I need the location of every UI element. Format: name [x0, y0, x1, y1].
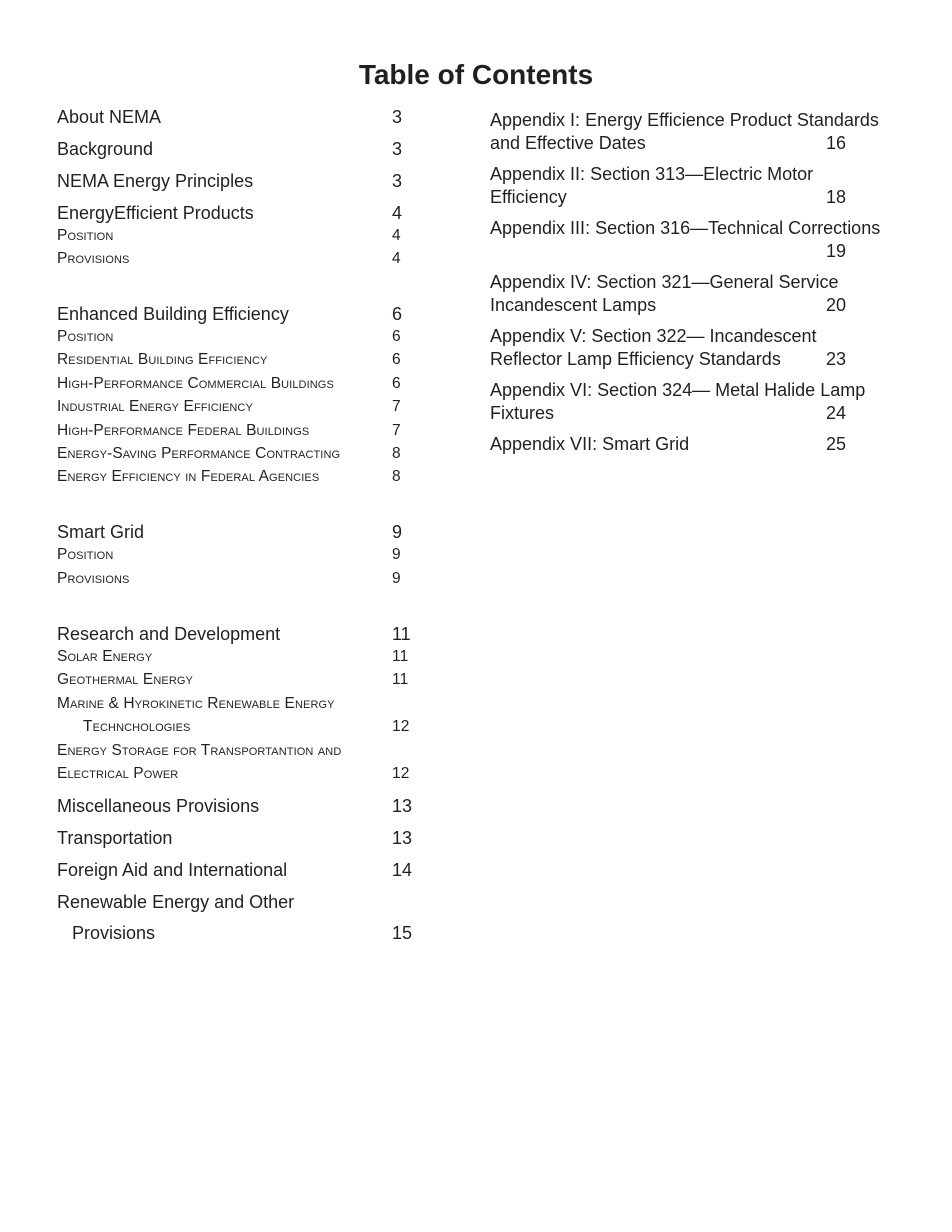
toc-appendix-title-line2: Fixtures	[490, 403, 555, 423]
toc-entry-page: 9	[392, 546, 401, 563]
toc-entry-title: About NEMA	[57, 107, 162, 127]
toc-entry-page: 4	[392, 227, 401, 244]
toc-appendix-entry[interactable]	[490, 217, 910, 263]
toc-entry-page: 9	[392, 570, 401, 587]
toc-entry-page: 3	[392, 171, 403, 191]
toc-entry-page: 11	[392, 624, 411, 644]
toc-entry-title: EnergyEfficient Products	[57, 203, 254, 223]
toc-entry-title: Transportation	[57, 828, 173, 848]
toc-entry-title: Provisions	[72, 923, 156, 943]
toc-subentry-title: Marine & Hyrokinetic Renewable Energy	[57, 695, 335, 712]
toc-appendix-title-line1: Appendix VII: Smart Grid	[490, 434, 690, 454]
toc-subentry-title: Industrial Energy Efficiency	[57, 398, 253, 415]
toc-appendix-entry[interactable]	[490, 163, 910, 209]
toc-entry-page: 4	[392, 250, 401, 267]
toc-appendix-title-line1: Appendix II: Section 313—Electric Motor	[490, 164, 814, 184]
toc-entry-page: 16	[826, 133, 847, 153]
toc-subentry-title: Energy-Saving Performance Contracting	[57, 445, 341, 462]
toc-subentry-title: Residential Building Efficiency	[57, 351, 268, 368]
toc-appendix-title-line1: Appendix V: Section 322— Incandescent	[490, 326, 817, 346]
toc-entry-page: 6	[392, 351, 401, 368]
toc-appendix-entry[interactable]	[490, 433, 910, 456]
toc-subentry-title: Geothermal Energy	[57, 671, 193, 688]
toc-entry-page: 12	[392, 718, 410, 735]
toc-subentry-title: High-Performance Commercial Buildings	[57, 375, 334, 392]
toc-entry-page: 13	[392, 796, 413, 816]
toc-entry-title: Smart Grid	[57, 522, 145, 542]
toc-subentry-title: High-Performance Federal Buildings	[57, 422, 310, 439]
toc-entry-title: Research and Development	[57, 624, 281, 644]
toc-entry-title: Enhanced Building Efficiency	[57, 304, 289, 324]
toc-appendix-title-line1: Appendix IV: Section 321—General Service	[490, 272, 839, 292]
toc-subentry-title: Provisions	[57, 570, 130, 587]
toc-entry-page: 14	[392, 860, 413, 880]
toc-entry-page: 20	[826, 295, 847, 315]
toc-appendix-title-line1: Appendix III: Section 316—Technical Corrections	[490, 218, 881, 238]
toc-entry-page: 8	[392, 468, 401, 485]
toc-entry-title: Background	[57, 139, 154, 159]
toc-subentry-title: Electrical Power	[57, 765, 179, 782]
toc-entry-page: 13	[392, 828, 413, 848]
toc-entry-page: 3	[392, 139, 403, 159]
toc-entry-page: 19	[826, 241, 847, 261]
toc-entry-title: Renewable Energy and Other	[57, 892, 295, 912]
toc-entry-page: 6	[392, 328, 401, 345]
toc-entry-page: 8	[392, 445, 401, 462]
toc-appendix-title-line2: Efficiency	[490, 187, 567, 207]
toc-subentry-title: Position	[57, 546, 114, 563]
toc-entry-page: 23	[826, 349, 847, 369]
toc-appendix-entry[interactable]	[490, 325, 910, 371]
toc-appendix-entry[interactable]	[490, 379, 910, 425]
toc-entry-page: 18	[826, 187, 847, 207]
toc-entry-page: 6	[392, 375, 401, 392]
toc-appendix-title-line2: Incandescent Lamps	[490, 295, 657, 315]
toc-appendix-title-line2: Reflector Lamp Efficiency Standards	[490, 349, 781, 369]
toc-entry-page: 4	[392, 203, 403, 223]
toc-entry-page: 11	[392, 648, 409, 665]
toc-entry-page: 11	[392, 671, 409, 688]
toc-entry-page: 25	[826, 434, 847, 454]
toc-entry-page: 6	[392, 304, 403, 324]
toc-entry-title: NEMA Energy Principles	[57, 171, 254, 191]
toc-subentry-title: Solar Energy	[57, 648, 153, 665]
toc-subentry-title: Technchologies	[83, 718, 191, 735]
toc-entry-title: Miscellaneous Provisions	[57, 796, 260, 816]
toc-entry-page: 24	[826, 403, 847, 423]
toc-subentry-title: Energy Efficiency in Federal Agencies	[57, 468, 320, 485]
page-title: Table of Contents	[358, 59, 594, 90]
toc-subentry-title: Position	[57, 227, 114, 244]
toc-appendix-entry[interactable]	[490, 271, 910, 317]
toc-subentry-title: Energy Storage for Transportantion and	[57, 742, 342, 759]
toc-entry-page: 7	[392, 422, 401, 439]
toc-appendix-entry[interactable]	[490, 109, 910, 155]
toc-subentry-title: Provisions	[57, 250, 130, 267]
toc-appendix-title-line1: Appendix I: Energy Efficience Product Standards	[490, 110, 879, 130]
toc-subentry-title: Position	[57, 328, 114, 345]
toc-entry-page: 12	[392, 765, 410, 782]
toc-appendix-title-line2: and Effective Dates	[490, 133, 646, 153]
toc-entry-title: Foreign Aid and International	[57, 860, 288, 880]
toc-entry-page: 9	[392, 522, 403, 542]
toc-appendix-title-line1: Appendix VI: Section 324— Metal Halide Lamp	[490, 380, 866, 400]
toc-entry-page: 15	[392, 923, 413, 943]
toc-entry-page: 3	[392, 107, 403, 127]
toc-entry-page: 7	[392, 398, 401, 415]
